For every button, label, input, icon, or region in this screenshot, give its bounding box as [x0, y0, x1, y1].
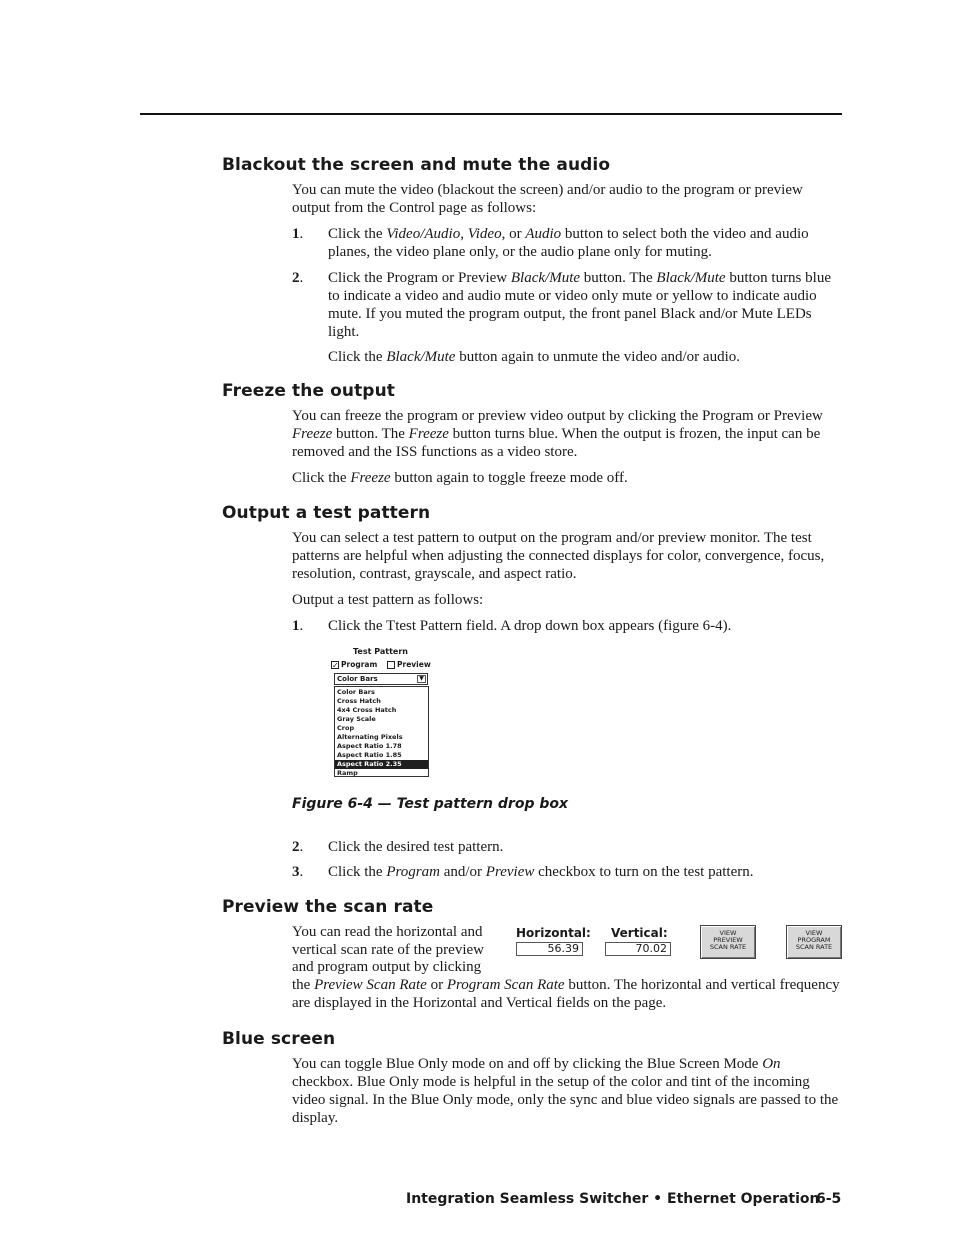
heading-test-pattern: Output a test pattern: [222, 503, 431, 523]
test-pattern-p1: You can select a test pattern to output on the program and/or preview monitor. The test patterns are helpful when adjusting the connected displays for color, convergence, focus, resolution, contrast, grayscale, and aspect ratio.: [292, 530, 825, 582]
text: button turns blue to indicate a video and audio mute or video only mute or yellow to indicate audio mute. If you muted the program output, the front panel Black and/or Mute LEDs light.: [328, 270, 831, 340]
text: and/or: [439, 864, 486, 880]
text-italic: Freeze: [408, 426, 449, 442]
option-item-highlighted[interactable]: Aspect Ratio 2.35: [335, 760, 428, 769]
option-item[interactable]: Alternating Pixels: [337, 733, 403, 741]
blackout-intro: You can mute the video (blackout the screen) and/or audio to the program or preview output from the Control page as follows:: [292, 182, 803, 216]
blackout-note: [328, 348, 844, 366]
test-pattern-figure: [330, 645, 440, 780]
preview-checkbox[interactable]: [387, 660, 431, 669]
heading-blue-screen: Blue screen: [222, 1029, 336, 1049]
text: You can freeze the program or preview video output by clicking the Program or Preview: [292, 408, 823, 424]
text-italic: Preview Scan Rate: [314, 977, 427, 993]
text: button turns blue. When the output is frozen, the input can be removed and the ISS functions as a video store.: [292, 426, 821, 460]
text-italic: Black/Mute: [386, 349, 456, 365]
heading-scan-rate: Preview the scan rate: [222, 897, 434, 917]
test-pattern-select[interactable]: [334, 673, 428, 685]
button-label: VIEW PROGRAM SCAN RATE: [795, 929, 833, 951]
step-number: 1: [292, 226, 300, 242]
text-italic: Audio: [525, 226, 562, 242]
text: checkbox. Blue Only mode is helpful in the setup of the color and tint of the incoming video signal. In the Blue Only mode, only the sync and blue video signals are passed to the display.: [292, 1074, 839, 1126]
step-number: 3: [292, 864, 300, 880]
step-number: 2: [292, 270, 300, 286]
text-italic: Video: [467, 226, 502, 242]
text-italic: Video/Audio: [386, 226, 461, 242]
option-item[interactable]: Cross Hatch: [337, 697, 381, 705]
text: checkbox to turn on the test pattern.: [534, 864, 754, 880]
option-item[interactable]: Aspect Ratio 1.85: [337, 751, 402, 759]
scan-rate-line-1: You can read the horizontal and: [292, 924, 483, 940]
blue-screen-p1: [292, 1055, 844, 1127]
checkbox-unchecked-icon: [387, 661, 395, 669]
text: Click the Program or Preview: [328, 270, 511, 286]
select-value: Color Bars: [337, 675, 378, 683]
horizontal-label: Horizontal:: [516, 926, 591, 940]
heading-freeze: Freeze the output: [222, 381, 395, 401]
text: ,: [460, 226, 468, 242]
step-number: 2: [292, 839, 300, 855]
text: , or: [501, 226, 526, 242]
option-item[interactable]: Ramp: [337, 769, 358, 777]
horizontal-field: 56.39: [516, 942, 583, 956]
scan-rate-line-3: and program output by clicking: [292, 959, 482, 975]
text-italic: Program Scan Rate: [446, 977, 565, 993]
test-pattern-title: Test Pattern: [353, 647, 408, 656]
test-pattern-p2: Output a test pattern as follows:: [292, 592, 484, 608]
text: button. The: [580, 270, 657, 286]
scan-rate-rest: [292, 976, 844, 1012]
view-program-scan-rate-button[interactable]: [786, 925, 842, 959]
text: Click the: [292, 470, 351, 486]
text-italic: Black/Mute: [510, 270, 581, 286]
freeze-p2: [292, 469, 844, 487]
text: button again to toggle freeze mode off.: [390, 470, 628, 486]
chevron-down-icon[interactable]: ▼: [417, 675, 426, 683]
figure-caption: Figure 6-4 — Test pattern drop box: [292, 796, 569, 812]
text-italic: Freeze: [350, 470, 391, 486]
option-item[interactable]: Color Bars: [337, 688, 375, 696]
page-number: 6-5: [816, 1191, 842, 1207]
text: button. The horizontal and vertical frequency are displayed in the Horizontal and Vertical fields on the page.: [292, 977, 840, 1011]
text: Click the Ttest Pattern field. A drop down box appears (figure 6-4).: [328, 618, 732, 634]
option-item[interactable]: 4x4 Cross Hatch: [337, 706, 397, 714]
footer-title: Integration Seamless Switcher • Ethernet Operation: [406, 1191, 820, 1207]
program-checkbox[interactable]: [331, 660, 377, 669]
text: the: [292, 977, 315, 993]
text: or: [426, 977, 447, 993]
test-pattern-options: [334, 686, 429, 777]
text-italic: Freeze: [292, 426, 333, 442]
preview-label: Preview: [397, 660, 431, 669]
vertical-label: Vertical:: [611, 926, 668, 940]
header-rule: [140, 113, 842, 115]
text: You can toggle Blue Only mode on and off by clicking the Blue Screen Mode: [292, 1056, 763, 1072]
heading-blackout: Blackout the screen and mute the audio: [222, 155, 611, 175]
text: Click the: [328, 226, 387, 242]
freeze-p1: [292, 407, 844, 461]
scan-rate-line-2: vertical scan rate of the preview: [292, 942, 484, 958]
text: Click the desired test pattern.: [328, 839, 504, 855]
text-italic: Preview: [485, 864, 535, 880]
text: Click the: [328, 349, 387, 365]
text: Click the: [328, 864, 387, 880]
option-item[interactable]: Aspect Ratio 1.78: [337, 742, 402, 750]
step-number: 1: [292, 618, 300, 634]
text-italic: On: [762, 1056, 781, 1072]
text-italic: Program: [386, 864, 440, 880]
view-preview-scan-rate-button[interactable]: [700, 925, 756, 959]
checkbox-checked-icon: ✓: [332, 660, 339, 670]
option-item[interactable]: Crop: [337, 724, 355, 732]
program-label: Program: [341, 660, 378, 669]
button-label: VIEW PREVIEW SCAN RATE: [709, 929, 747, 951]
text: button again to unmute the video and/or audio.: [455, 349, 740, 365]
option-item[interactable]: Gray Scale: [337, 715, 376, 723]
text-italic: Black/Mute: [656, 270, 726, 286]
vertical-field: 70.02: [605, 942, 671, 956]
text: button. The: [332, 426, 409, 442]
text: button to select both the video and audio planes, the video plane only, or the audio plane only for muting.: [328, 226, 809, 260]
